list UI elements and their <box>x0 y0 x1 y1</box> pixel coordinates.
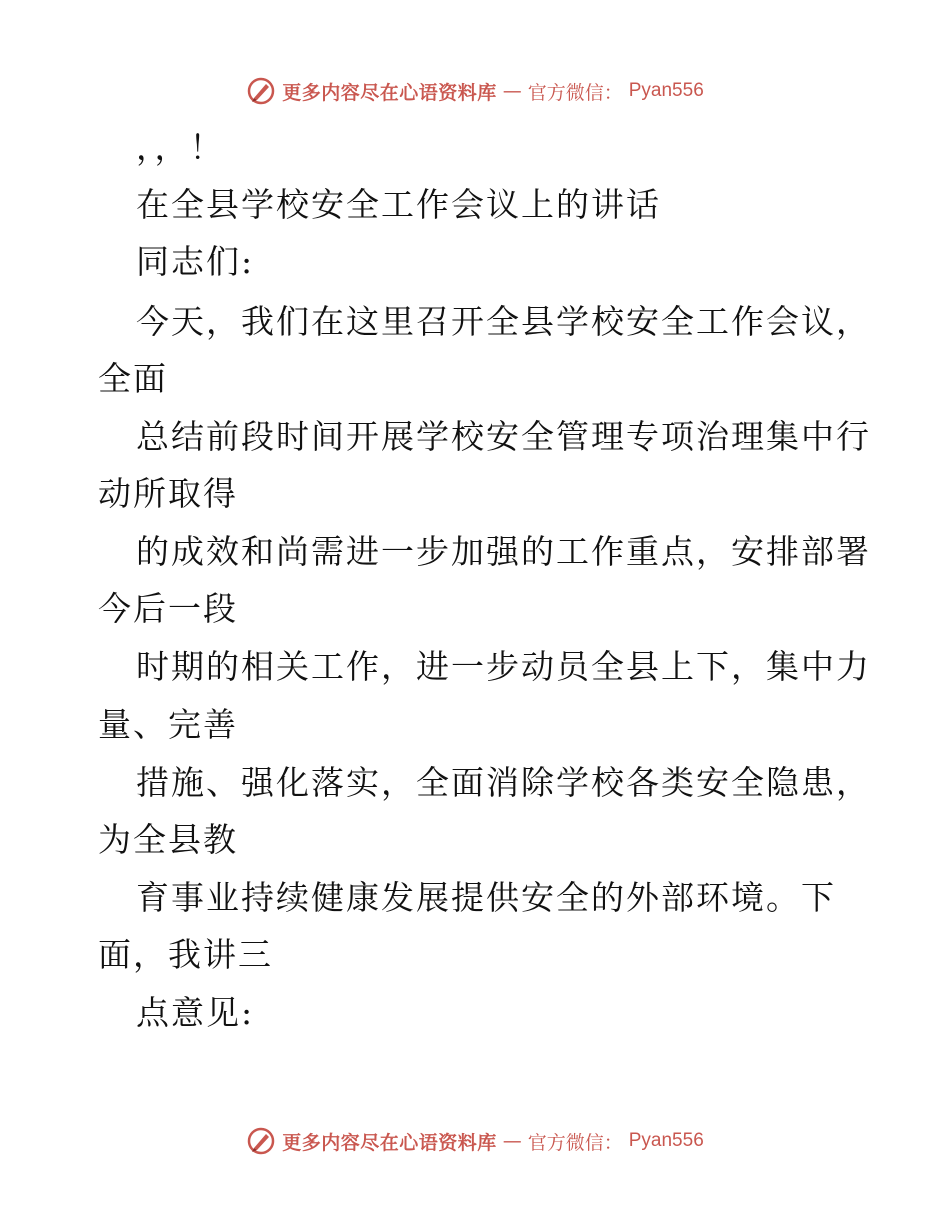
text-line: 今天，我们在这里召开全县学校安全工作会议， <box>136 302 871 341</box>
banner-wechat-id: Pyan556 <box>628 1130 704 1151</box>
footer-banner <box>0 1124 950 1158</box>
text-line: 全面 <box>98 359 168 398</box>
salutation: 同志们: <box>136 242 255 281</box>
text-line: 总结前段时间开展学校安全管理专项治理集中行 <box>136 417 871 456</box>
banner-text: 更多内容尽在心语资料库 <box>282 1131 497 1154</box>
text-line: 措施、强化落实，全面消除学校各类安全隐患， <box>136 763 871 802</box>
text-line: 为全县教 <box>98 820 238 859</box>
header-banner <box>0 74 950 108</box>
banner-dash: — <box>502 1130 522 1152</box>
banner-wechat-label: 官方微信： <box>527 1131 623 1154</box>
banner-dash: — <box>502 80 522 102</box>
text-line: 动所取得 <box>98 474 238 513</box>
banner-text: 更多内容尽在心语资料库 <box>282 81 497 104</box>
text-line: 点意见: <box>136 993 255 1032</box>
banner-wechat-label: 官方微信： <box>527 81 623 104</box>
text-line: 的成效和尚需进一步加强的工作重点，安排部署 <box>136 532 871 571</box>
pen-logo-icon <box>246 76 276 106</box>
document-title: 在全县学校安全工作会议上的讲话 <box>136 185 661 224</box>
banner-wechat-id: Pyan556 <box>628 80 704 101</box>
text-line: 时期的相关工作，进一步动员全县上下，集中力 <box>136 647 871 686</box>
text-line: ，，！ <box>136 128 225 167</box>
text-line: 面，我讲三 <box>98 935 273 974</box>
text-line: 今后一段 <box>98 589 238 628</box>
pen-logo-icon <box>246 1126 276 1156</box>
text-line: 量、完善 <box>98 705 238 744</box>
text-line: 育事业持续健康发展提供安全的外部环境。下 <box>136 878 836 917</box>
